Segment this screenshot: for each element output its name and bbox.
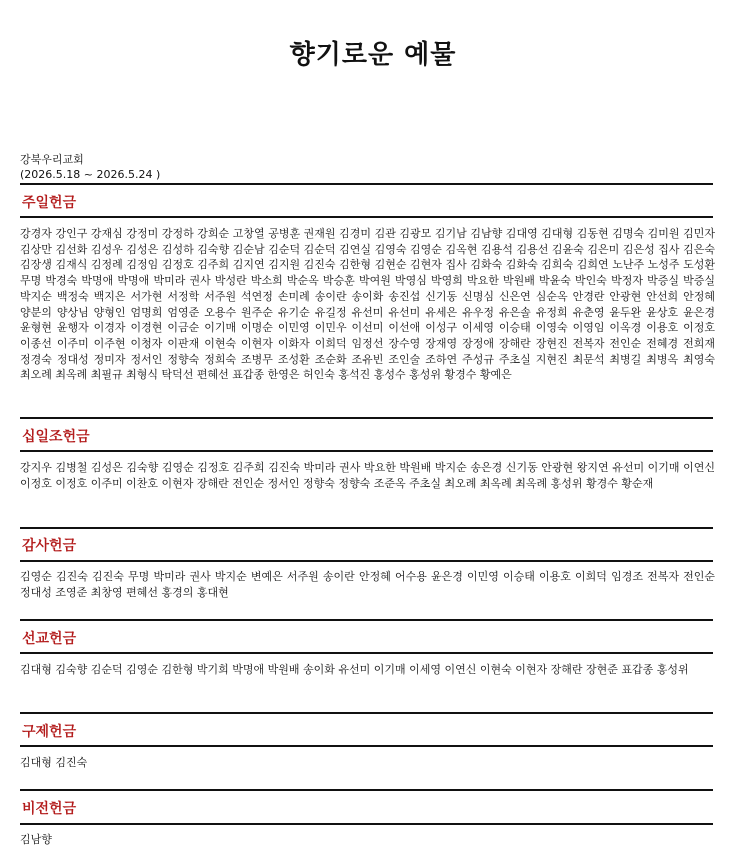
- section-divider: [20, 745, 713, 747]
- offering-period: (2026.5.18 ~ 2026.5.24 ): [20, 168, 161, 181]
- section-names-mission: 김대형 김숙향 김순덕 김영순 김한형 박기희 박명애 박원배 송이화 유선미 이기매 이세영 이연신 이현숙 이현자 장해란 장현준 표갑종 홍성위: [20, 663, 689, 676]
- section-divider: [20, 712, 713, 714]
- section-title-thanks: 감사헌금: [22, 538, 77, 554]
- section-title-vision: 비전헌금: [22, 801, 77, 817]
- section-divider: [20, 450, 713, 452]
- section-divider: [20, 823, 713, 825]
- section-title-relief: 구제헌금: [22, 724, 77, 740]
- page-title: 향기로운 예물: [289, 40, 457, 70]
- section-divider: [20, 183, 713, 185]
- section-title-sunday: 주일헌금: [22, 195, 77, 211]
- section-divider: [20, 216, 713, 218]
- church-name: 강북우리교회: [20, 153, 84, 166]
- section-divider: [20, 527, 713, 529]
- section-names-relief: 김대형 김진숙: [20, 756, 88, 769]
- section-title-mission: 선교헌금: [22, 631, 77, 647]
- section-divider: [20, 417, 713, 419]
- section-divider: [20, 789, 713, 791]
- section-names-tithe: 강지우 김병철 김성은 김숙향 김영순 김정호 김주희 김진숙 박미라 권사 박요한 박원배 박지순 송은경 신기동 안광현 왕지연 유선미 이기매 이연신 이정호 이정호 이주미 이찬호 이현자 장해란 전인순 정서인 정향숙 정향숙 조준옥 주초실 최오례 최옥례 최옥례 홍성위 황경수 황순재: [20, 461, 715, 490]
- section-divider: [20, 652, 713, 654]
- section-names-vision: 김남향: [20, 833, 52, 846]
- section-names-thanks: 김영순 김진숙 김진숙 무명 박미라 권사 박지순 변예은 서주원 송이란 안정혜 어수용 윤은경 이민영 이승태 이용호 이희덕 임경조 전복자 전인순 정대성 조영준 최창영 편혜선 홍경의 홍대현: [20, 570, 715, 599]
- church-info: [20, 152, 160, 182]
- section-divider: [20, 619, 713, 621]
- section-names-sunday: 강경자 강인구 강재심 강정미 강정하 강희순 고창열 공병훈 권재원 김경미 김관 김광모 김기남 김남향 김대영 김대형 김동현 김명숙 김미원 김민자 김상만 김선화 김성우 김성은 김성하 김숙향 김순남 김순덕 김순덕 김연실 김영숙 김영순 김옥현 김용석 김용선 김윤숙 김은미 김은성 집사 김은숙 김장생 김재식 김정례 김정임 김정호 김주희 김지연 김지원 김진숙 김한형 김현순 김현자 집사 김화숙 김화숙 김희숙 김희연 노난주 노성주 도성환 무명 박경숙 박명애 박명애 박미라 권사 박성란 박소희 박순옥 박승훈 박여원 박영심 박영희 박요한 박원배 박윤숙 박인숙 박정자 박증실 박증실 박지순 백정숙 백지은 서가현 서정학 서주원 석연정 손미례 송이란 송이화 송진섭 신기동 신명심 신은연 심순옥 안경란 안광현 안선희 안정혜 양분의 양상님 양형인 엄명희 엄영준 오용수 원주순 유기순 유길정 유선미 유선미 유세은 유우정 유은솔 유정희 유춘영 윤두완 윤상호 윤은경 윤형현 윤행자 이경자 이경현 이금순 이기매 이명순 이민영 이민우 이선미 이선애 이성구 이세영 이승태 이영숙 이영임 이옥경 이용호 이정호 이종선 이주미 이주현 이청자 이판재 이현숙 이현자 이화자 이희덕 임정선 장수영 장재영 장정애 장해란 장현진 전복자 전인순 전혜경 전희재 정경숙 정대성 정미자 정서인 정향숙 정희숙 조병무 조성환 조순화 조유빈 조인술 조하연 주성규 주초실 지현진 최문석 최병길 최병옥 최영숙 최오례 최옥례 최필규 최형식 탁덕선 편혜선 표갑종 한영은 허인숙 홍석진 홍성수 홍성위 황경수 황예은: [20, 227, 715, 382]
- section-title-tithe: 십일조헌금: [22, 429, 90, 445]
- section-divider: [20, 560, 713, 562]
